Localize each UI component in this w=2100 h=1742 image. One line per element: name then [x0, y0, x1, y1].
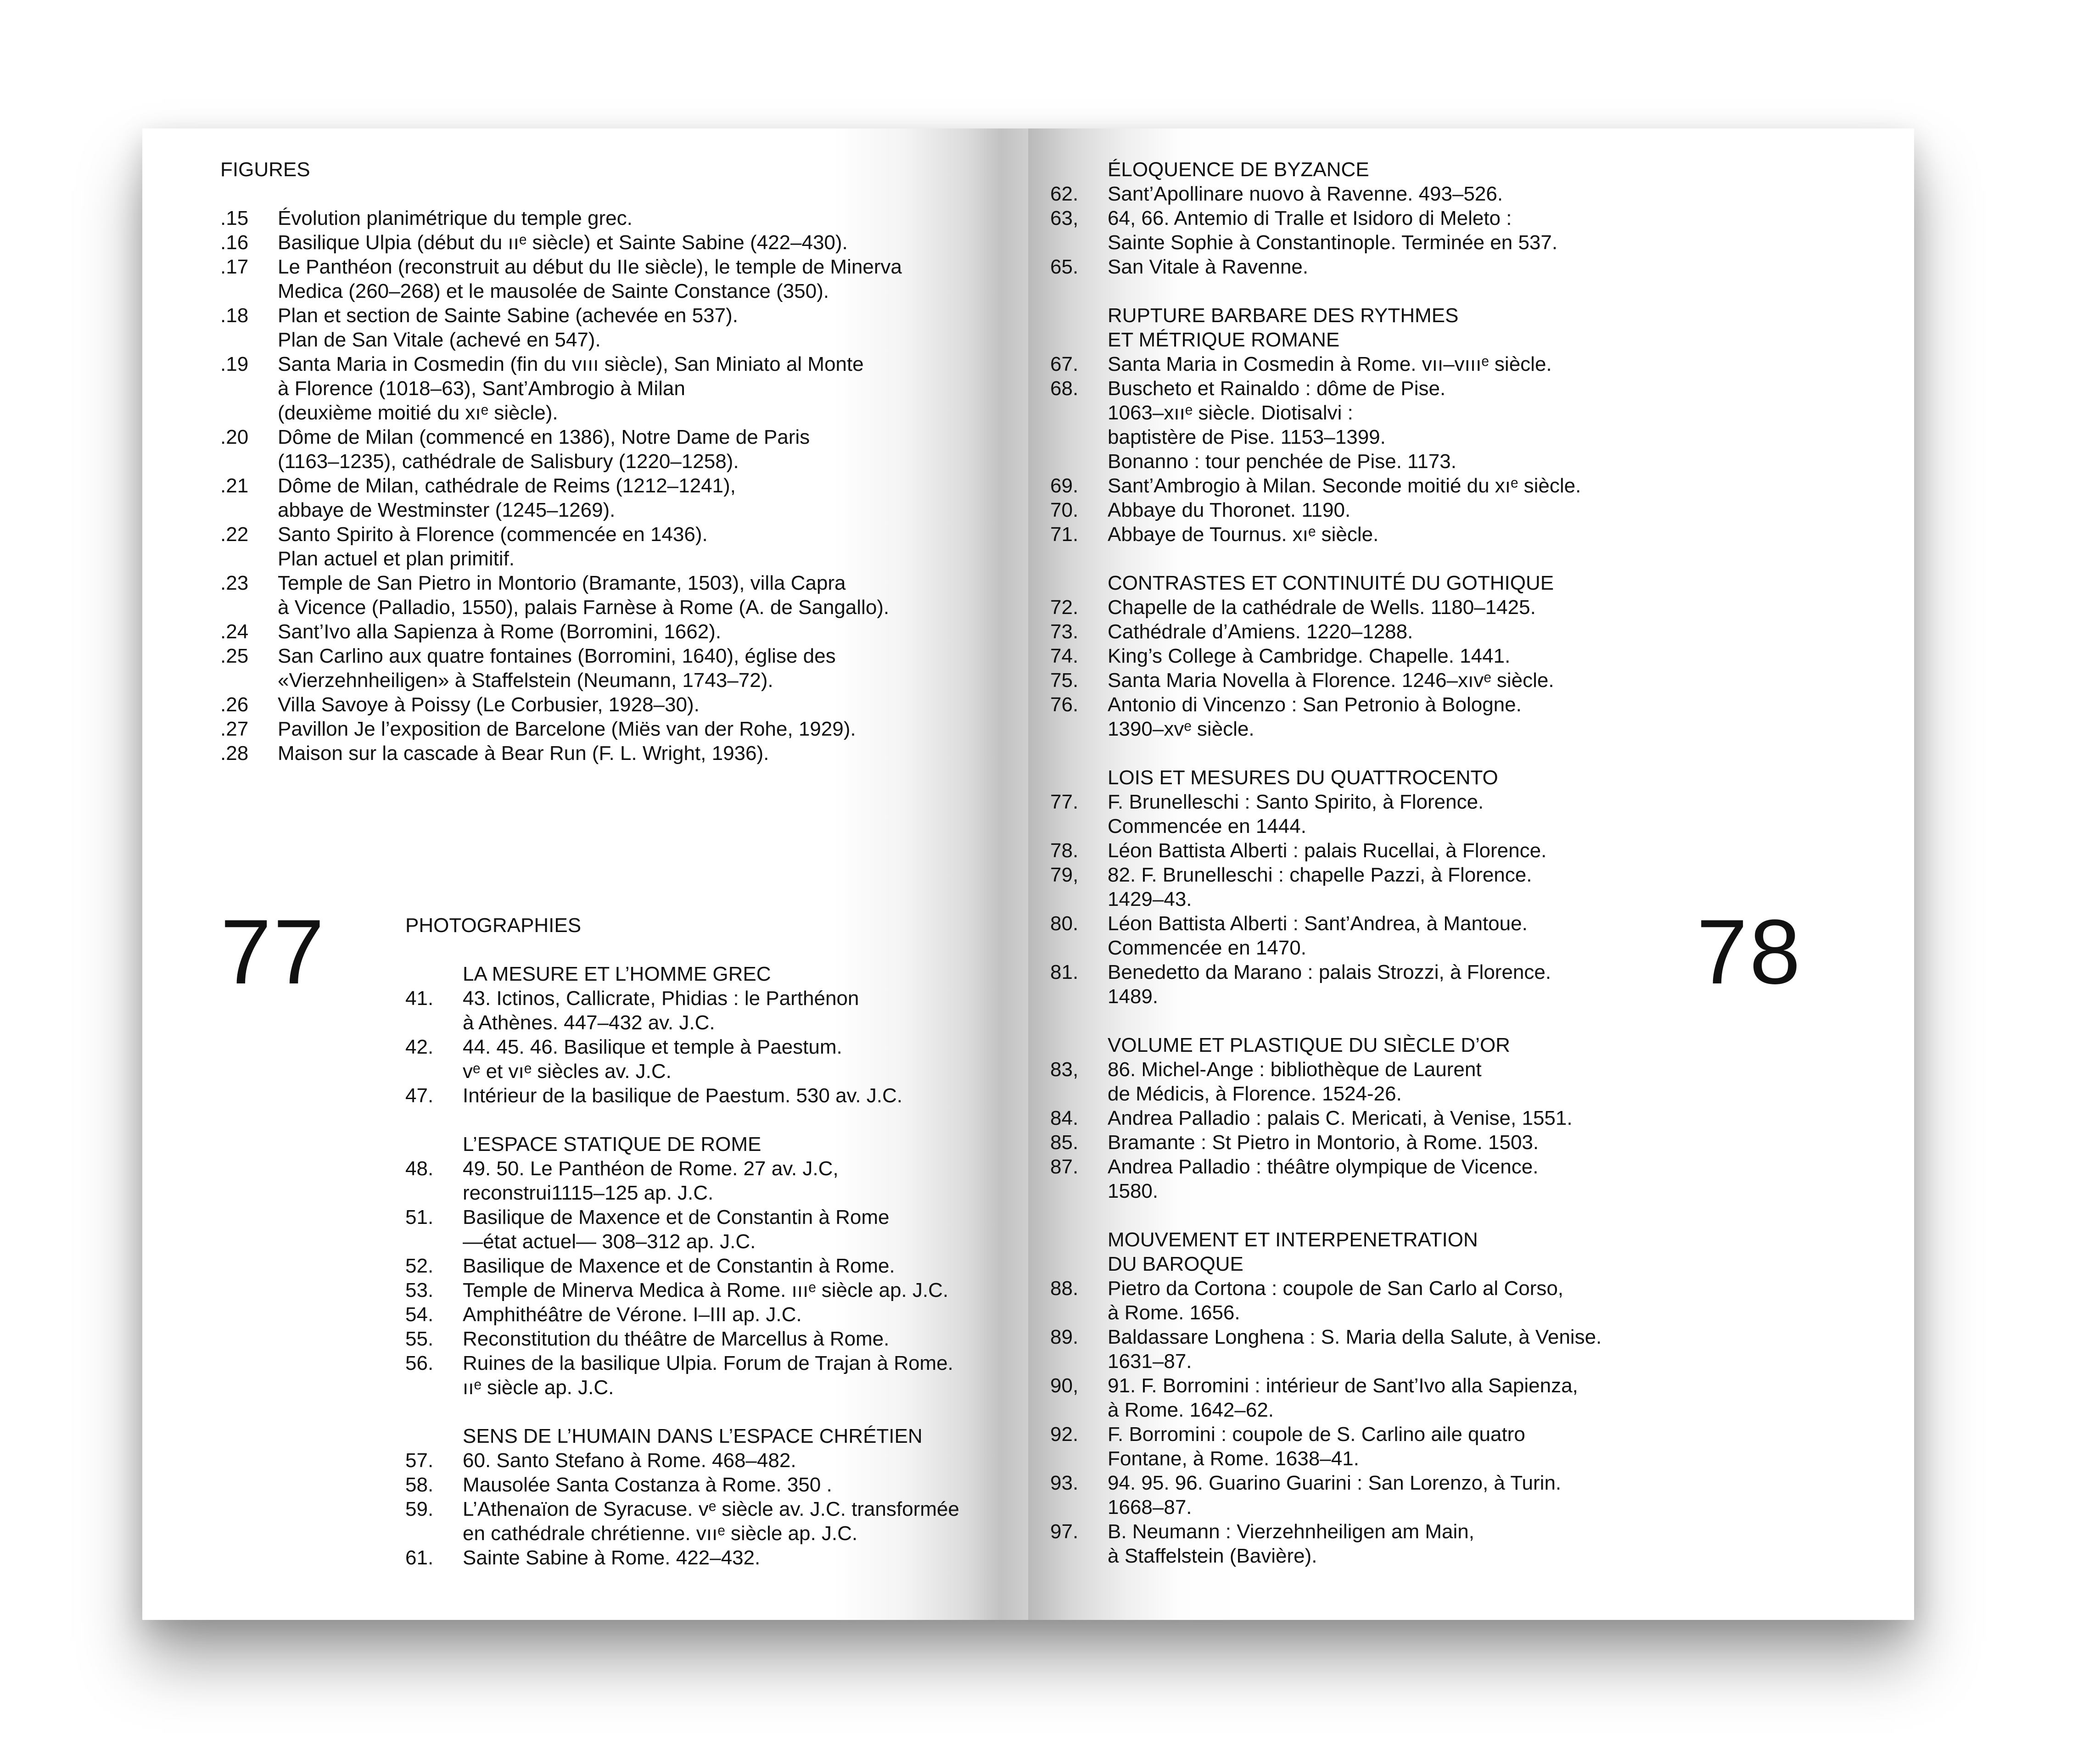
entry-number: 92.: [1050, 1423, 1079, 1446]
entry-text: Bonanno : tour penchée de Pise. 1173.: [1108, 450, 1456, 473]
entry-number: .21: [220, 475, 249, 497]
entry-text: Léon Battista Alberti : palais Rucellai, à Florence.: [1108, 839, 1547, 862]
section-heading-text: DU BAROQUE: [1108, 1253, 1243, 1275]
entry-line: [1050, 1130, 1670, 1155]
section-heading-text: LOIS ET MESURES DU QUATTROCENTO: [1108, 766, 1498, 789]
entry-text: Évolution planimétrique du temple grec.: [278, 207, 633, 229]
entry-line: [405, 1156, 1016, 1181]
entry-number: 57.: [405, 1449, 434, 1472]
entry-line: [1050, 936, 1670, 960]
entry-text: Santa Maria in Cosmedin (fin du vııı siècle), San Miniato al Monte: [278, 353, 864, 375]
section-heading-text: LA MESURE ET L’HOMME GREC: [463, 963, 771, 985]
entry-text: Abbaye de Tournus. xıᵉ siècle.: [1108, 523, 1379, 546]
section-heading: [405, 1132, 1016, 1156]
entry-text: 82. F. Brunelleschi : chapelle Pazzi, à Florence.: [1108, 864, 1532, 886]
entry-text: Reconstitution du théâtre de Marcellus à Rome.: [463, 1328, 890, 1350]
entry-text: baptistère de Pise. 1153–1399.: [1108, 426, 1386, 448]
entry-line: [220, 595, 1001, 620]
entry-line: [1050, 1179, 1670, 1203]
entry-number: 85.: [1050, 1131, 1079, 1154]
section-heading-text: RUPTURE BARBARE DES RYTHMES: [1108, 304, 1459, 327]
entry-line: [1050, 644, 1670, 668]
entry-line: [1050, 1495, 1670, 1519]
entry-line: [220, 328, 1001, 352]
entry-line: [1050, 668, 1670, 692]
entry-number: .28: [220, 742, 249, 765]
entry-number: 62.: [1050, 183, 1079, 205]
entry-line: [220, 571, 1001, 595]
blank-line: [405, 1108, 1016, 1132]
entry-number: 59.: [405, 1498, 434, 1520]
entry-line: [220, 668, 1001, 692]
entry-line: [1050, 1155, 1670, 1179]
entry-number: 73.: [1050, 620, 1079, 643]
entry-text: Intérieur de la basilique de Paestum. 530 av. J.C.: [463, 1084, 902, 1107]
section-heading-text: CONTRASTES ET CONTINUITÉ DU GOTHIQUE: [1108, 572, 1554, 594]
entry-line: [1050, 1349, 1670, 1374]
entry-line: [1050, 790, 1670, 814]
entry-text: 1429–43.: [1108, 888, 1192, 910]
entry-line: [1050, 692, 1670, 717]
entry-number: 42.: [405, 1036, 434, 1058]
entry-line: [220, 620, 1001, 644]
entry-number: 81.: [1050, 961, 1079, 983]
entry-text: Antonio di Vincenzo : San Petronio à Bologne.: [1108, 693, 1522, 716]
entry-number: 70.: [1050, 499, 1079, 521]
entry-text: Commencée en 1444.: [1108, 815, 1306, 838]
figures-entries: [220, 206, 1001, 765]
entry-text: L’Athenaïon de Syracuse. vᵉ siècle av. J.C. transformée: [463, 1498, 959, 1520]
entry-line: [405, 1083, 1016, 1108]
entry-number: 87.: [1050, 1156, 1079, 1178]
entry-text: de Médicis, à Florence. 1524-26.: [1108, 1083, 1402, 1105]
entry-line: [1050, 1471, 1670, 1495]
entry-text: 1390–xvᵉ siècle.: [1108, 718, 1254, 740]
entry-text: Commencée en 1470.: [1108, 937, 1306, 959]
entry-line: [405, 1254, 1016, 1278]
entry-text: (deuxième moitié du xıᵉ siècle).: [278, 402, 558, 424]
entry-number: .25: [220, 645, 249, 667]
entry-number: 52.: [405, 1255, 434, 1277]
entry-line: [220, 717, 1001, 741]
entry-text: Sainte Sabine à Rome. 422–432.: [463, 1547, 761, 1569]
blank-line: [1050, 741, 1670, 765]
entry-line: [405, 1497, 1016, 1521]
entry-number: .15: [220, 207, 249, 229]
entry-text: 86. Michel-Ange : bibliothèque de Laurent: [1108, 1058, 1482, 1081]
entry-number: .16: [220, 231, 249, 254]
entry-line: [220, 401, 1001, 425]
entry-text: Sant’Ambrogio à Milan. Seconde moitié du xıᵉ siècle.: [1108, 475, 1581, 497]
entry-line: [1050, 887, 1670, 911]
entry-line: [220, 303, 1001, 328]
entry-text: 1668–87.: [1108, 1496, 1192, 1519]
entry-line: [1050, 449, 1670, 474]
entry-text: abbaye de Westminster (1245–1269).: [278, 499, 616, 521]
entry-text: —état actuel— 308–312 ap. J.C.: [463, 1230, 756, 1253]
entry-text: Temple de Minerva Medica à Rome. ıııᵉ siècle ap. J.C.: [463, 1279, 949, 1301]
entry-text: à Rome. 1642–62.: [1108, 1399, 1274, 1421]
entry-number: 76.: [1050, 693, 1079, 716]
entry-text: Basilique de Maxence et de Constantin à Rome.: [463, 1255, 895, 1277]
entry-number: .26: [220, 693, 249, 716]
entry-line: [405, 1375, 1016, 1400]
entry-line: [405, 1278, 1016, 1302]
entry-line: [1050, 1544, 1670, 1568]
section-heading: [1050, 1033, 1670, 1057]
entry-line: [1050, 1325, 1670, 1349]
entry-line: [1050, 1276, 1670, 1301]
entry-text: 1063–xııᵉ siècle. Diotisalvi :: [1108, 402, 1353, 424]
entry-text: en cathédrale chrétienne. vııᵉ siècle ap. J.C.: [463, 1522, 858, 1545]
entry-line: [1050, 838, 1670, 863]
section-heading-text: ÉLOQUENCE DE BYZANCE: [1108, 158, 1369, 181]
entry-line: [405, 986, 1016, 1011]
blank-line: [1050, 279, 1670, 303]
entry-line: [1050, 814, 1670, 838]
entry-line: [1050, 1519, 1670, 1544]
entry-number: 58.: [405, 1474, 434, 1496]
entry-text: Baldassare Longhena : S. Maria della Salute, à Venise.: [1108, 1326, 1602, 1348]
section-heading-text: SENS DE L’HUMAIN DANS L’ESPACE CHRÉTIEN: [463, 1425, 923, 1447]
entry-line: [220, 279, 1001, 303]
left-page: [142, 128, 1028, 1620]
entry-text: à Vicence (Palladio, 1550), palais Farnèse à Rome (A. de Sangallo).: [278, 596, 890, 619]
section-heading: [1050, 571, 1670, 595]
entry-text: Temple de San Pietro in Montorio (Bramante, 1503), villa Capra: [278, 572, 846, 594]
entry-line: [220, 230, 1001, 255]
entry-text: Dôme de Milan (commencé en 1386), Notre Dame de Paris: [278, 426, 810, 448]
entry-line: [220, 644, 1001, 668]
entry-line: [405, 1205, 1016, 1229]
entry-text: «Vierzehnheiligen» à Staffelstein (Neumann, 1743–72).: [278, 669, 773, 692]
section-heading: [1050, 1228, 1670, 1252]
entry-text: Fontane, à Rome. 1638–41.: [1108, 1447, 1359, 1470]
entry-text: 1489.: [1108, 985, 1159, 1008]
entry-number: 80.: [1050, 912, 1079, 935]
entry-number: .22: [220, 523, 249, 546]
photographies-list-continued: [1050, 157, 1670, 1568]
entry-text: 1631–87.: [1108, 1350, 1192, 1373]
entry-line: [1050, 595, 1670, 620]
entry-text: 44. 45. 46. Basilique et temple à Paestum.: [463, 1036, 842, 1058]
section-heading: [1050, 328, 1670, 352]
entry-text: à Rome. 1656.: [1108, 1301, 1240, 1324]
photographies-entries: [405, 938, 1016, 1570]
entry-line: [220, 449, 1001, 474]
entry-line: [1050, 1422, 1670, 1446]
entry-line: [1050, 984, 1670, 1009]
entry-line: [220, 498, 1001, 522]
entry-line: [1050, 1106, 1670, 1130]
entry-number: 56.: [405, 1352, 434, 1374]
section-heading: [1050, 157, 1670, 182]
entry-text: Abbaye du Thoronet. 1190.: [1108, 499, 1351, 521]
entry-number: 63,: [1050, 207, 1079, 229]
right-page: [1028, 128, 1914, 1620]
entry-text: Santa Maria Novella à Florence. 1246–xıvᵉ siècle.: [1108, 669, 1554, 692]
entry-number: 93.: [1050, 1472, 1079, 1494]
entry-text: à Staffelstein (Bavière).: [1108, 1545, 1317, 1567]
entry-text: Buscheto et Rainaldo : dôme de Pise.: [1108, 377, 1446, 400]
section-heading: [405, 1424, 1016, 1448]
entry-text: Andrea Palladio : théâtre olympique de Vicence.: [1108, 1156, 1539, 1178]
entry-number: 97.: [1050, 1520, 1079, 1543]
entry-line: [405, 1302, 1016, 1327]
entry-number: .27: [220, 718, 249, 740]
entry-number: 75.: [1050, 669, 1079, 692]
blank-line: [405, 1400, 1016, 1424]
photographies-list: [405, 913, 1016, 1570]
entry-text: Léon Battista Alberti : Sant’Andrea, à Mantoue.: [1108, 912, 1528, 935]
blank-line: [405, 938, 1016, 962]
entry-number: 41.: [405, 987, 434, 1010]
entry-text: Pietro da Cortona : coupole de San Carlo al Corso,: [1108, 1277, 1564, 1300]
entry-line: [1050, 522, 1670, 547]
entry-line: [1050, 1301, 1670, 1325]
entry-text: F. Brunelleschi : Santo Spirito, à Florence.: [1108, 791, 1484, 813]
entry-number: 61.: [405, 1547, 434, 1569]
entry-text: (1163–1235), cathédrale de Salisbury (1220–1258).: [278, 450, 739, 473]
entry-number: .20: [220, 426, 249, 448]
entry-number: 78.: [1050, 839, 1079, 862]
entry-line: [1050, 717, 1670, 741]
entry-line: [405, 1181, 1016, 1205]
section-heading-text: MOUVEMENT ET INTERPENETRATION: [1108, 1228, 1478, 1251]
entry-text: Basilique de Maxence et de Constantin à Rome: [463, 1206, 890, 1228]
entry-line: [405, 1059, 1016, 1083]
entry-line: [220, 692, 1001, 717]
entry-text: Chapelle de la cathédrale de Wells. 1180–1425.: [1108, 596, 1536, 619]
entry-text: Benedetto da Marano : palais Strozzi, à Florence.: [1108, 961, 1551, 983]
entry-number: 65.: [1050, 256, 1079, 278]
entry-number: .23: [220, 572, 249, 594]
entry-number: .17: [220, 256, 249, 278]
entry-text: Pavillon Je l’exposition de Barcelone (Miës van der Rohe, 1929).: [278, 718, 856, 740]
entry-text: Sant’Apollinare nuovo à Ravenne. 493–526.: [1108, 183, 1503, 205]
entry-line: [1050, 1446, 1670, 1471]
section-heading: [405, 962, 1016, 986]
entry-line: [220, 376, 1001, 401]
entry-text: reconstrui1115–125 ap. J.C.: [463, 1182, 714, 1204]
entry-number: 69.: [1050, 475, 1079, 497]
entry-number: 54.: [405, 1303, 434, 1326]
entry-number: 74.: [1050, 645, 1079, 667]
entry-line: [1050, 376, 1670, 401]
entry-text: Villa Savoye à Poissy (Le Corbusier, 1928–30).: [278, 693, 700, 716]
entry-line: [1050, 1398, 1670, 1422]
entry-number: 88.: [1050, 1277, 1079, 1300]
entry-text: 43. Ictinos, Callicrate, Phidias : le Parthénon: [463, 987, 859, 1010]
entry-number: .18: [220, 304, 249, 327]
entry-number: .19: [220, 353, 249, 375]
entry-text: San Vitale à Ravenne.: [1108, 256, 1309, 278]
entry-text: vᵉ et vıᵉ siècles av. J.C.: [463, 1060, 672, 1083]
entry-text: Medica (260–268) et le mausolée de Sainte Constance (350).: [278, 280, 829, 302]
entry-line: [1050, 911, 1670, 936]
page-number-left: 77: [220, 901, 326, 1003]
entry-line: [405, 1473, 1016, 1497]
blank-line: [1050, 1203, 1670, 1228]
entry-number: 68.: [1050, 377, 1079, 400]
entry-line: [220, 352, 1001, 376]
entry-line: [1050, 352, 1670, 376]
entry-text: 91. F. Borromini : intérieur de Sant’Ivo alla Sapienza,: [1108, 1374, 1578, 1397]
entry-line: [1050, 206, 1670, 230]
entry-text: 49. 50. Le Panthéon de Rome. 27 av. J.C,: [463, 1157, 839, 1180]
entry-line: [220, 522, 1001, 547]
entry-text: Ruines de la basilique Ulpia. Forum de Trajan à Rome.: [463, 1352, 953, 1374]
entry-text: Santa Maria in Cosmedin à Rome. vıı–vıııᵉ siècle.: [1108, 353, 1552, 375]
entry-text: Maison sur la cascade à Bear Run (F. L. Wright, 1936).: [278, 742, 769, 765]
entry-line: [405, 1035, 1016, 1059]
entry-line: [405, 1448, 1016, 1473]
entry-line: [220, 425, 1001, 449]
entry-text: San Carlino aux quatre fontaines (Borromini, 1640), église des: [278, 645, 836, 667]
section-heading: [1050, 765, 1670, 790]
entry-line: [405, 1521, 1016, 1546]
entry-line: [220, 474, 1001, 498]
entry-text: à Athènes. 447–432 av. J.C.: [463, 1011, 715, 1034]
entry-number: 77.: [1050, 791, 1079, 813]
entry-line: [1050, 1082, 1670, 1106]
entry-number: 47.: [405, 1084, 434, 1107]
entry-line: [1050, 863, 1670, 887]
entry-text: 94. 95. 96. Guarino Guarini : San Lorenzo, à Turin.: [1108, 1472, 1562, 1494]
entry-line: [405, 1351, 1016, 1375]
entry-line: [1050, 1374, 1670, 1398]
entry-text: B. Neumann : Vierzehnheiligen am Main,: [1108, 1520, 1474, 1543]
page-number-right: 78: [1697, 901, 1803, 1003]
entry-text: King’s College à Cambridge. Chapelle. 1441.: [1108, 645, 1511, 667]
book-spread: [142, 128, 1914, 1620]
photographies-entries-continued: [1050, 157, 1670, 1568]
entry-line: [1050, 474, 1670, 498]
entry-number: 51.: [405, 1206, 434, 1228]
entry-line: [1050, 1057, 1670, 1082]
entry-text: Plan actuel et plan primitif.: [278, 547, 515, 570]
entry-line: [220, 741, 1001, 765]
entry-text: à Florence (1018–63), Sant’Ambrogio à Milan: [278, 377, 685, 400]
entry-line: [405, 1011, 1016, 1035]
entry-number: 67.: [1050, 353, 1079, 375]
entry-text: Plan de San Vitale (achevé en 547).: [278, 329, 601, 351]
entry-text: Sant’Ivo alla Sapienza à Rome (Borromini, 1662).: [278, 620, 722, 643]
entry-text: Cathédrale d’Amiens. 1220–1288.: [1108, 620, 1413, 643]
entry-text: F. Borromini : coupole de S. Carlino aile quatro: [1108, 1423, 1525, 1446]
entry-text: Amphithéâtre de Vérone. I–III ap. J.C.: [463, 1303, 802, 1326]
entry-number: .24: [220, 620, 249, 643]
entry-line: [1050, 182, 1670, 206]
entry-text: Santo Spirito à Florence (commencée en 1436).: [278, 523, 708, 546]
entry-line: [405, 1327, 1016, 1351]
entry-text: Basilique Ulpia (début du ııᵉ siècle) et Sainte Sabine (422–430).: [278, 231, 848, 254]
entry-line: [220, 547, 1001, 571]
entry-number: 83,: [1050, 1058, 1079, 1081]
blank-line: [1050, 1009, 1670, 1033]
section-heading: [1050, 1252, 1670, 1276]
entry-line: [1050, 498, 1670, 522]
entry-number: 53.: [405, 1279, 434, 1301]
entry-number: 55.: [405, 1328, 434, 1350]
entry-line: [1050, 230, 1670, 255]
section-heading-text: VOLUME ET PLASTIQUE DU SIÈCLE D’OR: [1108, 1034, 1510, 1056]
entry-text: Sainte Sophie à Constantinople. Terminée en 537.: [1108, 231, 1558, 254]
entry-line: [1050, 255, 1670, 279]
entry-line: [220, 255, 1001, 279]
entry-text: Le Panthéon (reconstruit au début du IIe siècle), le temple de Minerva: [278, 256, 902, 278]
entry-text: Dôme de Milan, cathédrale de Reims (1212–1241),: [278, 475, 736, 497]
entry-number: 84.: [1050, 1107, 1079, 1129]
entry-number: 72.: [1050, 596, 1079, 619]
entry-line: [405, 1546, 1016, 1570]
entry-line: [1050, 960, 1670, 984]
entry-text: 60. Santo Stefano à Rome. 468–482.: [463, 1449, 796, 1472]
blank-line: [1050, 547, 1670, 571]
entry-line: [1050, 401, 1670, 425]
entry-number: 90,: [1050, 1374, 1079, 1397]
entry-line: [220, 206, 1001, 230]
entry-text: 1580.: [1108, 1180, 1159, 1202]
entry-line: [1050, 425, 1670, 449]
entry-text: Plan et section de Sainte Sabine (achevée en 537).: [278, 304, 738, 327]
entry-number: 79,: [1050, 864, 1079, 886]
entry-number: 71.: [1050, 523, 1079, 546]
section-heading-text: L’ESPACE STATIQUE DE ROME: [463, 1133, 762, 1156]
entry-text: Bramante : St Pietro in Montorio, à Rome. 1503.: [1108, 1131, 1539, 1154]
entry-text: Andrea Palladio : palais C. Mericati, à Venise, 1551.: [1108, 1107, 1573, 1129]
entry-text: 64, 66. Antemio di Tralle et Isidoro di Meleto :: [1108, 207, 1512, 229]
figures-title: FIGURES: [220, 158, 310, 181]
section-heading-text: ET MÉTRIQUE ROMANE: [1108, 329, 1340, 351]
section-heading: [1050, 303, 1670, 328]
photographies-title: PHOTOGRAPHIES: [405, 914, 582, 937]
entry-text: ııᵉ siècle ap. J.C.: [463, 1376, 614, 1399]
figures-list: [220, 157, 1001, 765]
entry-text: Mausolée Santa Costanza à Rome. 350 .: [463, 1474, 832, 1496]
entry-number: 48.: [405, 1157, 434, 1180]
entry-line: [1050, 620, 1670, 644]
entry-number: 89.: [1050, 1326, 1079, 1348]
entry-line: [405, 1229, 1016, 1254]
